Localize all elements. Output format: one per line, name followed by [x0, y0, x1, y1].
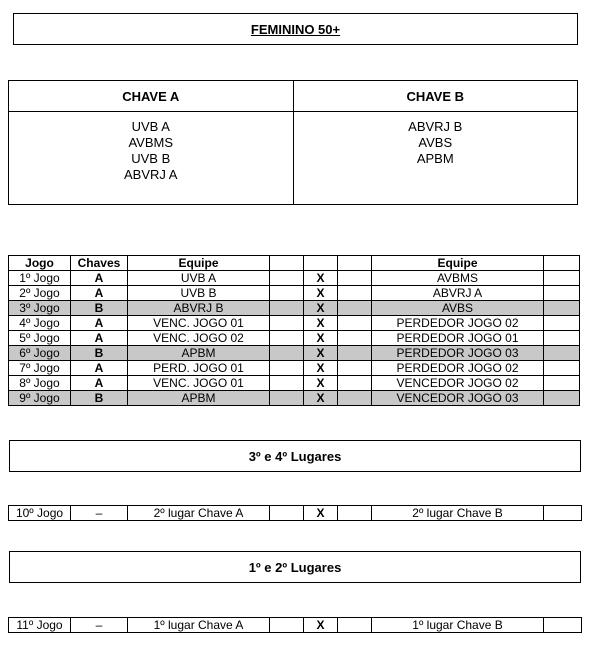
game-number: 2º Jogo — [9, 286, 71, 301]
versus-mark: X — [304, 316, 338, 331]
empty-cell — [338, 391, 372, 406]
group-a-teams — [9, 112, 293, 183]
final-banner — [9, 551, 581, 583]
team-2: VENCEDOR JOGO 03 — [372, 391, 544, 406]
table-row — [9, 391, 580, 406]
header-chaves: Chaves — [71, 256, 128, 271]
schedule-header-row — [9, 256, 580, 271]
empty-cell — [270, 301, 304, 316]
team-1: APBM — [128, 391, 270, 406]
empty-cell — [544, 271, 580, 286]
table-row — [9, 361, 580, 376]
group-a-team: AVBMS — [128, 135, 174, 150]
versus-mark: X — [304, 271, 338, 286]
empty-cell — [338, 376, 372, 391]
empty-cell — [544, 361, 580, 376]
team-1: VENC. JOGO 02 — [128, 331, 270, 346]
empty-cell — [338, 331, 372, 346]
team-2: 1º lugar Chave B — [372, 618, 544, 633]
game-group: B — [71, 301, 128, 316]
empty-cell — [338, 271, 372, 286]
table-row — [9, 301, 580, 316]
game-number: 7º Jogo — [9, 361, 71, 376]
group-b-team: ABVRJ B — [408, 119, 463, 134]
table-row — [9, 346, 580, 361]
header-equipe-2: Equipe — [372, 256, 544, 271]
page-title: FEMININO 50+ — [250, 21, 341, 37]
game-number: 3º Jogo — [9, 301, 71, 316]
empty-cell — [544, 506, 582, 521]
game-group: B — [71, 391, 128, 406]
team-2: ABVRJ A — [372, 286, 544, 301]
group-a-team: UVB A — [131, 119, 170, 134]
game-number: 11º Jogo — [9, 618, 71, 633]
game-group: A — [71, 331, 128, 346]
versus-mark: X — [304, 331, 338, 346]
table-row — [9, 316, 580, 331]
empty-cell — [338, 316, 372, 331]
empty-cell — [270, 618, 304, 633]
team-2: PERDEDOR JOGO 01 — [372, 331, 544, 346]
table-row — [9, 376, 580, 391]
game-number: 1º Jogo — [9, 271, 71, 286]
empty-cell — [544, 301, 580, 316]
team-2: PERDEDOR JOGO 02 — [372, 361, 544, 376]
table-row — [9, 618, 582, 633]
empty-cell — [544, 316, 580, 331]
empty-cell — [544, 331, 580, 346]
group-a-header: CHAVE A — [9, 81, 293, 112]
team-1: UVB B — [128, 286, 270, 301]
group-b-team: AVBS — [418, 135, 453, 150]
team-2: 2º lugar Chave B — [372, 506, 544, 521]
team-1: 1º lugar Chave A — [128, 618, 270, 633]
empty-cell — [270, 391, 304, 406]
team-1: VENC. JOGO 01 — [128, 316, 270, 331]
empty-cell — [270, 346, 304, 361]
team-2: VENCEDOR JOGO 02 — [372, 376, 544, 391]
versus-mark: X — [304, 361, 338, 376]
versus-mark: X — [304, 346, 338, 361]
empty-cell — [338, 286, 372, 301]
game-number: 4º Jogo — [9, 316, 71, 331]
third-place-title: 3º e 4º Lugares — [248, 448, 342, 464]
game-group: A — [71, 286, 128, 301]
game-group: – — [71, 506, 128, 521]
empty-cell — [544, 376, 580, 391]
group-b — [293, 81, 578, 204]
empty-cell — [338, 346, 372, 361]
group-b-header: CHAVE B — [294, 81, 578, 112]
empty-cell — [270, 331, 304, 346]
team-1: APBM — [128, 346, 270, 361]
group-a-team: ABVRJ A — [124, 167, 178, 182]
game-group: B — [71, 346, 128, 361]
versus-mark: X — [304, 376, 338, 391]
game-group: A — [71, 271, 128, 286]
versus-mark: X — [304, 286, 338, 301]
game-group: – — [71, 618, 128, 633]
team-1: UVB A — [128, 271, 270, 286]
table-row — [9, 286, 580, 301]
third-place-table — [8, 505, 582, 521]
empty-cell — [270, 256, 304, 271]
empty-cell — [270, 316, 304, 331]
empty-cell — [544, 618, 582, 633]
header-jogo: Jogo — [9, 256, 71, 271]
empty-cell — [338, 301, 372, 316]
team-1: ABVRJ B — [128, 301, 270, 316]
table-row — [9, 331, 580, 346]
empty-cell — [338, 256, 372, 271]
team-2: PERDEDOR JOGO 03 — [372, 346, 544, 361]
versus-mark: X — [304, 618, 338, 633]
group-b-team: APBM — [416, 151, 454, 166]
table-row — [9, 506, 582, 521]
game-group: A — [71, 376, 128, 391]
groups-table — [8, 80, 578, 205]
game-group: A — [71, 361, 128, 376]
header-equipe-1: Equipe — [128, 256, 270, 271]
team-1: 2º lugar Chave A — [128, 506, 270, 521]
empty-cell — [544, 391, 580, 406]
empty-cell — [338, 618, 372, 633]
empty-cell — [338, 361, 372, 376]
empty-cell — [544, 346, 580, 361]
title-box — [13, 13, 578, 45]
group-a-team: UVB B — [131, 151, 171, 166]
empty-cell — [270, 286, 304, 301]
game-number: 6º Jogo — [9, 346, 71, 361]
team-2: PERDEDOR JOGO 02 — [372, 316, 544, 331]
empty-cell — [270, 361, 304, 376]
team-2: AVBMS — [372, 271, 544, 286]
final-title: 1º e 2º Lugares — [248, 559, 342, 575]
team-1: PERD. JOGO 01 — [128, 361, 270, 376]
versus-mark: X — [304, 301, 338, 316]
versus-mark: X — [304, 506, 338, 521]
game-group: A — [71, 316, 128, 331]
empty-cell — [338, 506, 372, 521]
game-number: 5º Jogo — [9, 331, 71, 346]
final-table — [8, 617, 582, 633]
game-number: 8º Jogo — [9, 376, 71, 391]
empty-cell — [544, 256, 580, 271]
game-number: 10º Jogo — [9, 506, 71, 521]
team-1: VENC. JOGO 01 — [128, 376, 270, 391]
empty-cell — [270, 376, 304, 391]
empty-cell — [304, 256, 338, 271]
versus-mark: X — [304, 391, 338, 406]
empty-cell — [270, 271, 304, 286]
empty-cell — [270, 506, 304, 521]
group-a — [9, 81, 293, 204]
game-number: 9º Jogo — [9, 391, 71, 406]
team-2: AVBS — [372, 301, 544, 316]
third-place-banner — [9, 440, 581, 472]
table-row — [9, 271, 580, 286]
schedule-table — [8, 255, 580, 406]
empty-cell — [544, 286, 580, 301]
group-b-teams — [294, 112, 578, 167]
